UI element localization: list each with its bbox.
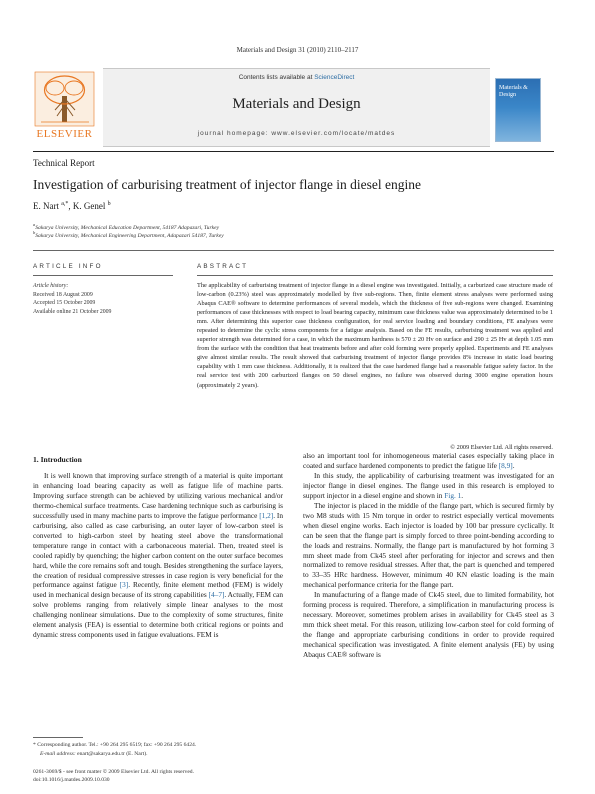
body-paragraph: In manufacturing of a flange made of Ck45 steel, due to limited formability, hot forming process is required. Therefore, a simplification in manufacturing process is necessary. Moreover, sometimes problem arises in availability for Ck45 steel as 3 mm thick sheet metal. For this reason, utilizing low-carbon steel for cold forming of the flange and appropriate carburising conditions in order to provide required mechanical specification was investigated. A finite element analysis (FE) by using Abaqus CAE® software is (303, 590, 554, 660)
journal-cover-image (495, 78, 541, 142)
body-column-left (33, 471, 283, 640)
contents-prefix: Contents lists available at (238, 74, 315, 81)
reference-link[interactable]: [4–7] (208, 590, 225, 600)
figure-link[interactable]: Fig. 1 (444, 490, 462, 500)
body-paragraph (303, 451, 554, 471)
journal-masthead (33, 68, 563, 149)
corresponding-author-note: * Corresponding author. Tel.: +90 264 295 6519; fax: +90 264 295 6424. (33, 742, 197, 748)
reference-link[interactable]: [1,2] (259, 510, 274, 520)
author-name[interactable]: , K. Genel (68, 201, 108, 211)
affiliation-marker: b (33, 230, 36, 235)
article-info-heading: ARTICLE INFO (33, 263, 103, 270)
text-run: . (512, 460, 515, 470)
header-rule (33, 151, 554, 152)
text-run: It is well known that improving surface strength of a material is quite important in enhancing load bearing capacity as well as fatigue life of machine parts. Improving surface strength can be achieved by utilizing various mechanical and/or thermo-chemical surface treatments. Case hardening technique such as carburising is successfully used in many machine parts to improve the fatigue performance (33, 471, 283, 520)
divider (197, 275, 553, 276)
email-label: E-mail address: (40, 751, 78, 757)
journal-citation: Materials and Design 31 (2010) 2110–2117 (236, 46, 359, 54)
body-column-right (303, 451, 554, 660)
reference-link[interactable]: [3] (119, 580, 129, 590)
text-run: In this study, the applicability of carburising treatment was investigated for an injector flange in diesel engines. The flange used in this research is employed to support injector in a diesel engine and shown in (303, 470, 554, 500)
sciencedirect-link[interactable]: ScienceDirect (314, 74, 355, 81)
reference-link[interactable]: [8,9] (498, 460, 513, 470)
journal-header-box (103, 68, 490, 147)
email-link[interactable]: enart@sakarya.edu.tr (E. Nart). (77, 751, 148, 757)
article-title: Investigation of carburising treatment of injector flange in diesel engine (33, 177, 421, 192)
footnote-rule (33, 737, 83, 738)
online-date: Available online 21 October 2009 (33, 308, 112, 315)
abstract-heading: ABSTRACT (197, 263, 249, 270)
issn-line: 0261-3069/$ - see front matter © 2009 Elsevier Ltd. All rights reserved. (33, 769, 194, 775)
affiliation-text: Sakarya University, Mechanical Education Department, 54187 Adapazari, Turkey (35, 224, 220, 231)
text-run: . Recently, finite element method (FEM) is widely used in mechanical design because of its strong capabilities (33, 580, 283, 600)
affiliation-marker: a (33, 222, 36, 227)
text-run: . (461, 490, 464, 500)
history-label: Article history: (33, 283, 69, 289)
cover-title: Materials & Design (499, 85, 528, 98)
text-run: . Actually, FEM can solve problems ranging from relatively simple linear analyses to the most challenging nonlinear simulations. Due to the complexity of some structures, finite element analysis (FEA) is essential to determine both critical regions or points and dynamic stress components used in fatigue evaluations. FEM is (33, 590, 284, 640)
divider (33, 250, 554, 251)
author-marker: a,* (61, 201, 69, 207)
article-history (33, 282, 173, 316)
journal-title: Materials and Design (232, 96, 361, 112)
abstract-text: The applicability of carburising treatment of injector flange in a diesel engine was investigated. Initially, a carburized case structure made of low-carbon (0.23%) steel was approximately modelled by five sub-regions. Then, finite element stress analyses were performed using Abaqus CAE® software to determine performances of several models, which the thickness of five sub-regions were changed. Examining performances of case thicknesses with respect to load bearing capacity, minimum case thickness value was approximately determined to be 1 mm. After determining this superior case thickness configuration, for real service loading and boundary conditions, FE analyses were repeated to determine the cyclic stress components for a fatigue analysis. Based on the FE results, carburising treatment was applied and superior strength was determined for a case, in which the maximum hardness is 570 ± 20 Hv on surface and 290 ± 25 Hv at depth 1.05 mm from the surface with the condition that heat treatments before and after cold forming were properly applied. Experiments and FE analyses give almost similar results. The result showed that carburising treatment of injector flange provides 8% increase in static load bearing capability with 1 mm case thickness. Additionally, it is realized that the case hardened flange had a reasonable fatigue safety factor. In the real service test with 200 carburized flanges on 50 diesel engines, no failure was observed during 3000 engine operation hours (approximately 2 years). (197, 282, 553, 389)
text-run: also an important tool for inhomogeneous material cases especially taking place in coated and surface hardened components to predict the fatigue life (303, 451, 554, 470)
received-date: Received 18 August 2009 (33, 291, 93, 298)
doi-link[interactable]: doi:10.1016/j.matdes.2009.10.030 (33, 777, 110, 783)
email-footnote (40, 750, 147, 758)
affiliation (33, 230, 224, 239)
accepted-date: Accepted 15 October 2009 (33, 300, 96, 307)
section-heading: 1. Introduction (33, 455, 82, 464)
author-name[interactable]: E. Nart (33, 201, 62, 211)
divider (33, 275, 173, 276)
body-paragraph: The injector is placed in the middle of the flange part, which is secured firmly by two M8 studs with 15 Nm torque in order to restrict especially vertical movements when diesel engine works. Each injector is loaded by 100 bar pressure cyclically. It can be seen that the flange part is simply forced to three point-bending according to the loads and restrains. Normally, the flange part is manufactured by hot forming 3 mm sheet made from Ck45 steel after perforating for injector and screws and then normalized to remove residual stresses. After that, the part is quenched and tempered to 33–35 HRc hardness. However, minimum 40 KN elastic loading is the main mechanical performance criteria for the flange part. (303, 500, 554, 590)
body-paragraph (33, 471, 283, 640)
publisher-wordmark: ELSEVIER (36, 128, 93, 140)
contents-line (103, 74, 490, 81)
affiliation-text: Sakarya University, Mechanical Engineering Department, Adapazari 54187, Turkey (35, 232, 224, 239)
article-type: Technical Report (33, 158, 95, 168)
author-marker: b (107, 201, 111, 207)
body-paragraph (303, 471, 554, 501)
author-list (33, 201, 111, 211)
text-run: . In carburising, also called as case carburising, an outer layer of low-carbon steel is converted to high-carbon steel by heating steel above the transformational temperature range in contact with a carbonaceous material. Then, treated steel is cooled rapidly by quenching; the higher carbon content on the outer surface becomes hard, while the core remains soft and tough. Besides strengthening the surface layers, the creation of residual compressive stresses in case region is very beneficial for the performance against fatigue (33, 510, 283, 590)
journal-homepage-link[interactable]: journal homepage: www.elsevier.com/locate/matdes (197, 130, 396, 137)
copyright-notice: © 2009 Elsevier Ltd. All rights reserved. (450, 444, 553, 451)
